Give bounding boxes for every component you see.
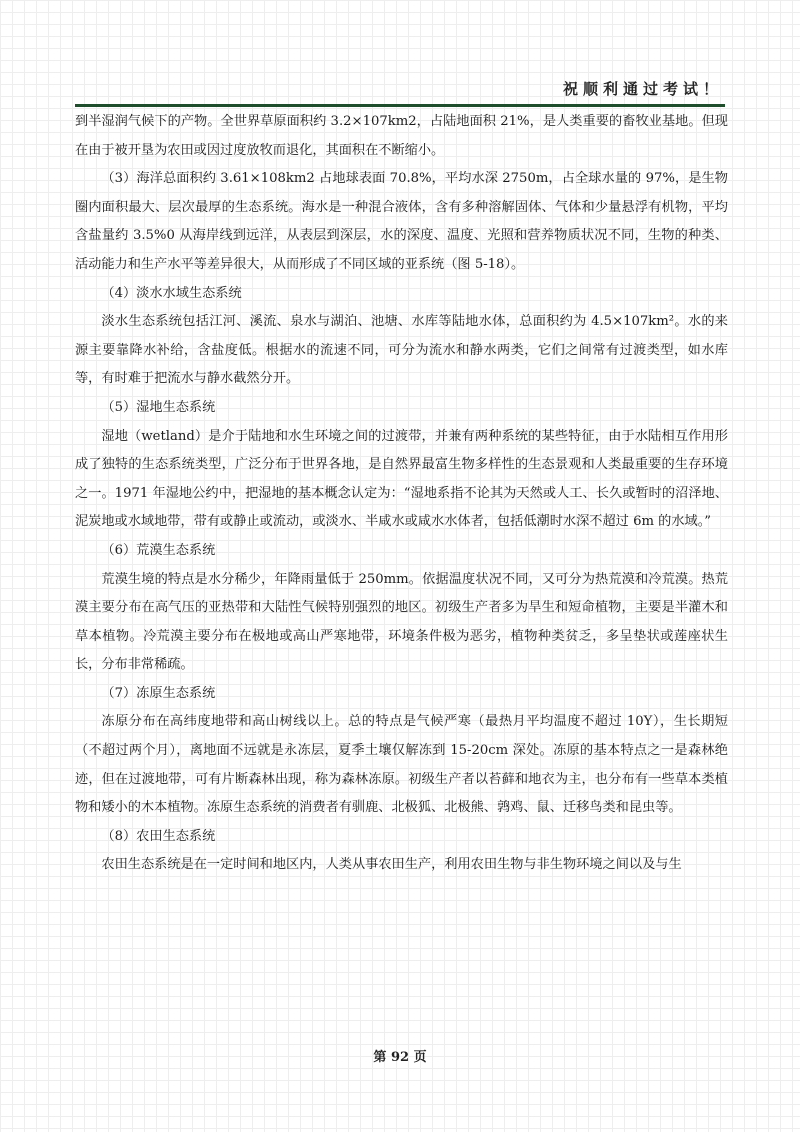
heading-wetland: （5）湿地生态系统 [101,399,216,415]
heading-freshwater: （4）淡水水域生态系统 [101,285,242,301]
page-number: 第 92 页 [373,1050,427,1065]
paragraph-desert: 荒漠生境的特点是水分稀少，年降雨量低于 250mm。依据温度状况不同，又可分为热荒漠和冷荒漠。热荒漠主要分布在高气压的亚热带和大陆性气候特别强烈的地区。初级生产者多为旱生和短命植物，主要是半灌木和草本植物。冷荒漠主要分布在极地或高山严寒地带，环境条件极为恶劣，植物种类贫乏，多呈垫状或莲座状生长，分布非常稀疏。 [75,571,728,673]
paragraph-freshwater: 淡水生态系统包括江河、溪流、泉水与湖泊、池塘、水库等陆地水体，总面积约为 4.5×107km²。水的来源主要靠降水补给，含盐度低。根据水的流速不同，可分为流水和静水两类，它们之间常有过渡类型，如水库等，有时难于把流水与静水截然分开。 [75,314,728,387]
paragraph-farmland: 农田生态系统是在一定时间和地区内，人类从事农田生产，利用农田生物与非生物环境之间以及与生 [101,857,682,873]
heading-farmland: （8）农田生态系统 [101,828,216,844]
heading-tundra: （7）冻原生态系统 [101,685,216,701]
paragraph-wetland: 湿地（wetland）是介于陆地和水生环境之间的过渡带，并兼有两种系统的某些特征，由于水陆相互作用形成了独特的生态系统类型，广泛分布于世界各地，是自然界最富生物多样性的生态景观和人类最重要的生存环境之一。1971 年湿地公约中，把湿地的基本概念认定为：“湿地系指不论其为天然或人工、长久或暂时的沼泽地、泥炭地或水域地带，带有或静止或流动，或淡水、半咸水或咸水水体者，包括低潮时水深不超过 6m 的水域。” [75,428,728,530]
paragraph-ocean: （3）海洋总面积约 3.61×108km2 占地球表面 70.8%，平均水深 2750m，占全球水量的 97%，是生物圈内面积最大、层次最厚的生态系统。海水是一种混合液体，含有多种溶解固体、气体和少量悬浮有机物，平均含盐量约 3.5%0 从海岸线到远洋，从表层到深层，水的深度、温度、光照和营养物质状况不同，生物的种类、活动能力和生产水平等差异很大，从而形成了不同区域的亚系统（图 5-18）。 [75,171,728,272]
paragraph-grassland-continued: 到半湿润气候下的产物。全世界草原面积约 3.2×107km2，占陆地面积 21%，是人类重要的畜牧业基地。但现在由于被开垦为农田或因过度放牧而退化，其面积在不断缩小。 [75,114,728,158]
page-header [75,76,725,107]
paragraph-tundra: 冻原分布在高纬度地带和高山树线以上。总的特点是气候严寒（最热月平均温度不超过 10Y），生长期短（不超过两个月），离地面不远就是永冻层，夏季土壤仅解冻到 15-20cm 深处。冻原的基本特点之一是森林绝迹，但在过渡地带，可有片断森林出现，称为森林冻原。初级生产者以苔藓和地衣为主，也分布有一些草本类植物和矮小的木本植物。冻原生态系统的消费者有驯鹿、北极狐、北极熊、鹑鸡、鼠、迁移鸟类和昆虫等。 [75,714,728,816]
heading-desert: （6）荒漠生态系统 [101,542,216,558]
document-body [75,108,728,880]
header-title: 祝顺利通过考试！ [562,80,723,98]
